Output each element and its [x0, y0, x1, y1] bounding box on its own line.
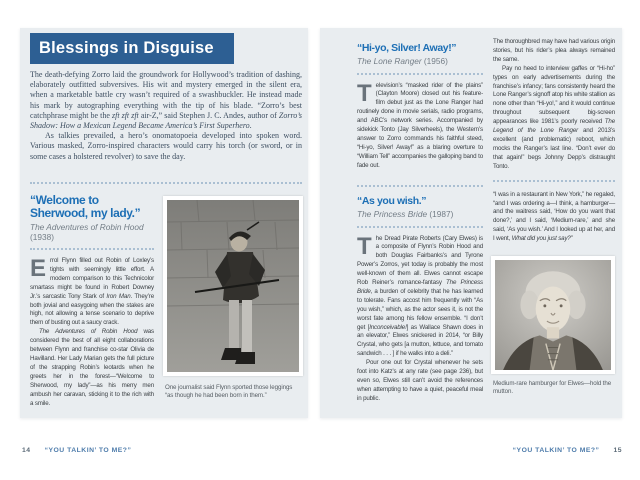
section-body	[30, 257, 154, 408]
left-page	[20, 28, 308, 418]
elwes-photo	[491, 256, 615, 374]
chapter-banner: Blessings in Disguise	[30, 33, 234, 64]
section-quote-heading: “As you wish.”	[357, 195, 427, 207]
left-page-footer	[22, 447, 131, 454]
body-paragraph: The Dread Pirate Roberts (Cary Elwes) is a composite of Flynn’s Robin Hood and both Douglas Fairbanks’s and Tyrone Power’s Zorros, yet today is probably the most well-known of them all. Elwes cannot escape Rob Reiner’s romance-fantasy The Princess Bride, a burden of celebrity that he has learned to tolerate. Fans accost him frequently with “As you wish,” which, as the actor sees it, is not the worst fate among his fellow ensemble. “I don’t get [Inconceivable!] as Wallace Shawn does in an elevator,” Elwes snickered in 2014, “or Billy Crystal, who gets [a mutton, lettuce, and tomato sandwich . . . ] if he walks into a deli.”	[357, 232, 483, 358]
body-paragraph: Television’s “masked rider of the plains” (Clayton Moore) closed out his feature-film debut just as the Lone Ranger had routinely done in movie serials, radio programs, and ABC’s network series. Accompanied by sidekick Tonto (Jay Silverheels), the Western’s answer to Zorro commands his faithful steed, “Hi-yo, Silver! Away!” as a blaring overture to “William Tell” accompanies the galloping band to fade out.	[357, 79, 483, 169]
margin-column	[493, 38, 615, 244]
dotted-divider	[30, 182, 302, 184]
body-paragraph: Pour one out for Crystal whenever he sets foot into Katz’s at any rate (see page 236), but even so, Elwes still can’t avoid the references when attempting to have a quiet, peaceful meal in public.	[357, 359, 483, 402]
drop-cap: E	[30, 255, 47, 282]
robin-hood-photo-art	[167, 200, 299, 372]
dotted-divider	[357, 226, 483, 228]
margin-column-text	[493, 38, 615, 172]
running-head: “YOU TALKIN’ TO ME?”	[44, 447, 132, 454]
lone-ranger-section	[357, 42, 483, 171]
robin-hood-section	[30, 194, 154, 408]
running-head: “YOU TALKIN’ TO ME?”	[512, 447, 600, 454]
elwes-photo-art	[495, 260, 611, 370]
section-quote-heading: “Hi-yo, Silver! Away!”	[357, 42, 457, 54]
princess-bride-section	[357, 195, 483, 404]
dotted-divider	[357, 185, 483, 187]
dotted-divider	[493, 180, 615, 182]
section-body	[357, 79, 483, 171]
chapter-intro	[30, 70, 302, 162]
right-page-footer	[513, 447, 622, 454]
section-body	[357, 232, 483, 404]
intro-paragraph: As talkies prevailed, a hero’s onomatopoeia developed into spoken word. Various masked, Zorro-inspired characters would carry his torch (or sword, or in some cases a holstered revolver) to save the day.	[30, 131, 302, 161]
photo-caption: One journalist said Flynn sported those leggings “as though he had been born in them.”	[165, 384, 293, 400]
body-paragraph: Pay no heed to interview gaffes or “Hi-ho” types on early advertisements during the franchise’s infancy; fans consistently heard the Lone Ranger’s signoff atop his white stallion as none other than “Hi-yo!,” and it would continue throughout subsequent big-screen appearances like 1981’s poorly received The Legend of the Lone Ranger and 2013’s excellent (and problematic) reboot, which mocks the Ranger’s last line. “Don’t ever do that again!” begs Johnny Depp’s distraught Tonto.	[493, 64, 615, 170]
intro-paragraph: The death-defying Zorro laid the groundwork for Hollywood’s tradition of dashing, elaborately outfitted subversives. His wit and mystery emerged in the silent era, when a marketable battle cry wasn’t required of a swashbuckler. He instead made his mark by autographing everything with the tip of his blade. “Zorro’s best catchphrase might be the zft zft zft air-Z,” said Stephen J. C. Andes, author of Zorro’s Shadow: How a Mexican Legend Became America’s First Superhero.	[30, 70, 303, 131]
body-paragraph: The Adventures of Robin Hood was considered the best of all eight collaborations between Flynn and franchise co-star Olivia de Havilland. Her Lady Marian gets the full picture of the strapping Robin’s leotards when he greets her in the forest—“Welcome to Sherwood, my lady”—as his merry men ambush her caravan, sticking it to the rich with a smile.	[30, 328, 154, 407]
robin-hood-photo	[163, 196, 303, 376]
photo-caption: Medium-rare hamburger for Elwes—hold the mutton.	[493, 380, 612, 396]
right-page	[320, 28, 622, 418]
dotted-divider	[357, 73, 483, 75]
drop-cap: T	[357, 232, 372, 260]
dotted-divider	[30, 248, 154, 250]
body-paragraph: The thoroughbred may have had various origin stories, but his rider’s plea always remained the same.	[493, 38, 615, 63]
page-number: 15	[613, 447, 622, 454]
section-source: The Lone Ranger (1956)	[357, 56, 448, 66]
body-paragraph: “I was in a restaurant in New York,” he regaled, “and I was ordering a—I think, a hamburger—and the waitress said, ‘How do you want that done?,’ and I said, ‘Medium-rare,’ and she said, ‘As you wish.’ And I looked up at her, and I went, What did you just say?”	[493, 190, 615, 243]
section-source: The Princess Bride (1987)	[357, 209, 454, 219]
section-source: The Adventures of Robin Hood (1938)	[30, 222, 144, 242]
body-paragraph: Errol Flynn filled out Robin of Loxley’s tights with seemingly little effort. A modern comparison to this Technicolor smartass might be found in Robert Downey Jr.’s sarcastic Tony Stark of Iron Man. They’re both jovial and easygoing when the stakes are high, not allowing a tense scenario to deprive them of busting out a saucy crack.	[30, 255, 154, 327]
section-quote-heading: “Welcome to Sherwood, my lady.”	[30, 193, 141, 220]
drop-cap: T	[357, 79, 372, 107]
page-number: 14	[22, 447, 31, 454]
anecdote-text	[493, 191, 615, 244]
